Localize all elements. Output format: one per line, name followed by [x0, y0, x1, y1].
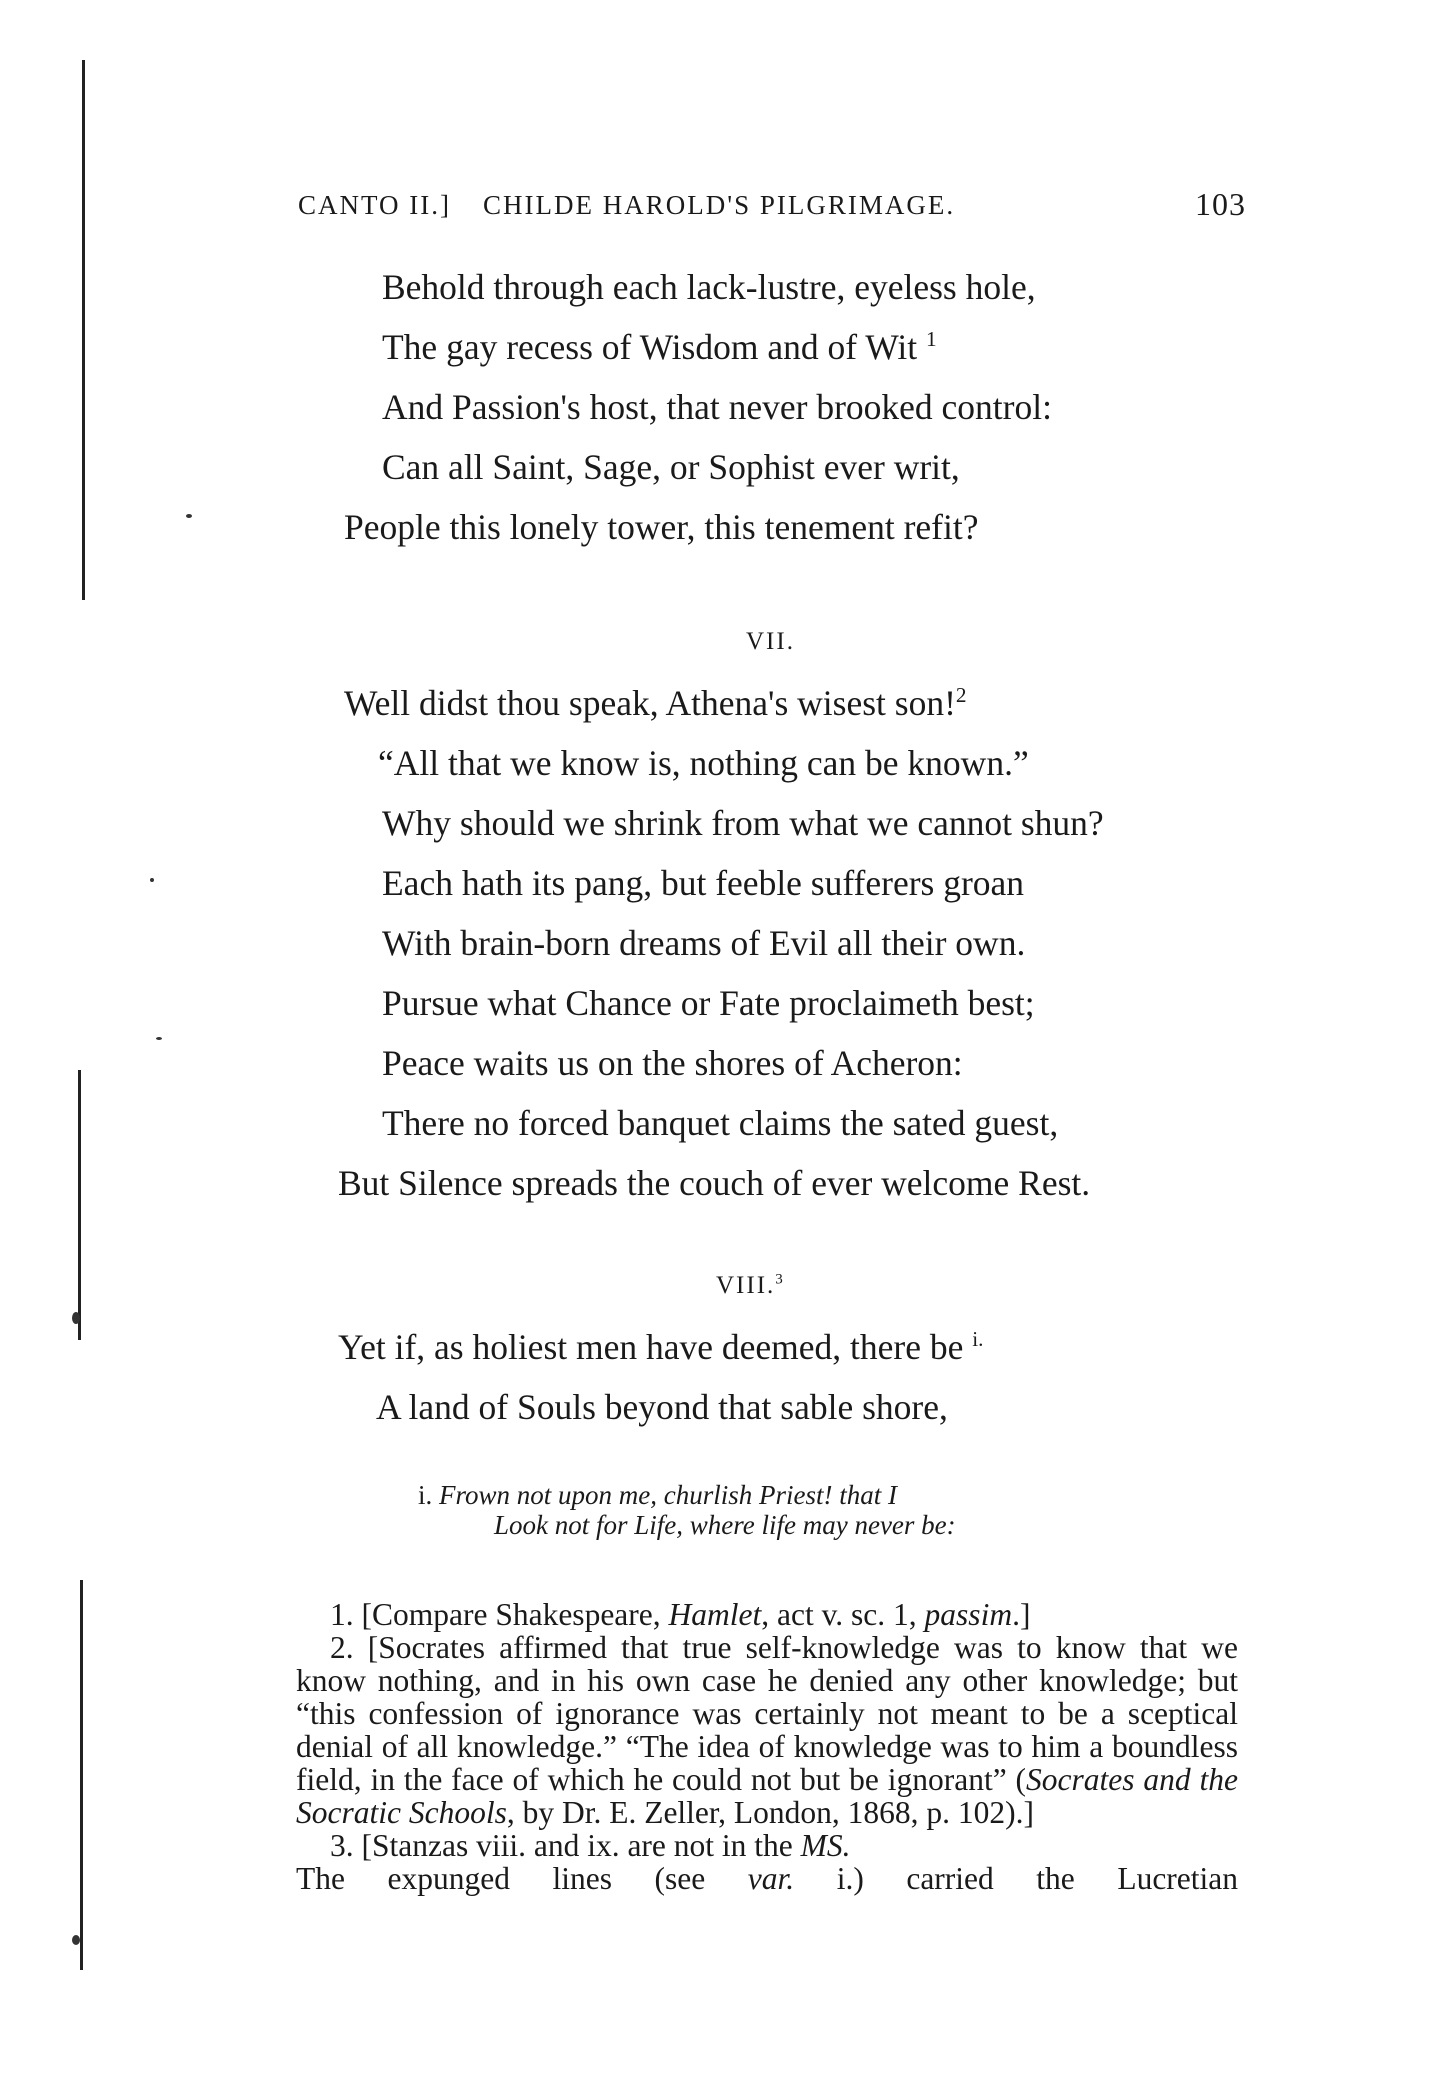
footnote-italic: var.	[747, 1861, 795, 1896]
verse-line: Why should we shrink from what we cannot shun?	[382, 803, 1104, 843]
footnote-text: .]	[1012, 1597, 1031, 1632]
verse-line	[338, 1327, 984, 1367]
footnote-ref: 1	[925, 327, 937, 352]
verse-line: People this lonely tower, this tenement refit?	[344, 507, 979, 547]
footnote-ref: 2	[955, 683, 967, 708]
verse-line: “All that we know is, nothing can be known.”	[378, 743, 1029, 783]
footnote-italic: passim	[924, 1597, 1013, 1632]
footnote-number: 1.	[330, 1597, 354, 1632]
running-header	[298, 186, 1246, 230]
footnote-3-continued	[296, 1862, 1238, 1895]
scan-speck	[186, 514, 192, 518]
footnote-text: , act v. sc. 1,	[761, 1597, 925, 1632]
scan-speck	[72, 1935, 80, 1945]
verse-line	[344, 683, 967, 723]
variant-line: Look not for Life, where life may never be:	[494, 1510, 956, 1540]
stanza-number	[716, 1272, 785, 1300]
verse-text: The gay recess of Wisdom and of Wit	[382, 327, 918, 367]
footnote-1	[296, 1598, 1238, 1631]
footnote-ref: 3	[775, 1271, 785, 1288]
verse-text: Well didst thou speak, Athena's wisest son!	[344, 683, 956, 723]
footnote-text: The expunged lines (see	[296, 1861, 748, 1896]
variant-ref: i.	[972, 1327, 984, 1352]
variant-line	[418, 1482, 897, 1509]
running-title: CHILDE HAROLD'S PILGRIMAGE.	[483, 190, 956, 220]
verse-line: Peace waits us on the shores of Acheron:	[382, 1043, 963, 1083]
footnote-text: , by Dr. E. Zeller, London, 1868, p. 102).]	[506, 1795, 1034, 1830]
scan-speck	[150, 878, 154, 882]
footnote-italic: Socrates and the Socratic Schools	[296, 1762, 1238, 1830]
binding-edge	[80, 1580, 83, 1970]
verse-line: Each hath its pang, but feeble sufferers groan	[382, 863, 1025, 903]
verse-line: There no forced banquet claims the sated guest,	[382, 1103, 1059, 1143]
footnote-2	[296, 1631, 1238, 1829]
stanza-number: VII.	[746, 628, 795, 655]
page-number: 103	[1195, 186, 1246, 222]
stanza-number-text: VIII.	[716, 1272, 776, 1299]
binding-edge	[82, 60, 85, 600]
binding-edge	[78, 1070, 81, 1340]
verse-line: But Silence spreads the couch of ever welcome Rest.	[338, 1163, 1091, 1203]
footnotes	[296, 1598, 1238, 1895]
footnote-italic: Hamlet	[668, 1597, 762, 1632]
verse-line: And Passion's host, that never brooked control:	[382, 387, 1052, 427]
variant-text: Frown not upon me, churlish Priest! that I	[439, 1480, 897, 1510]
footnote-3	[296, 1829, 1238, 1862]
footnote-number: 3.	[330, 1828, 354, 1863]
footnote-italic: MS.	[800, 1828, 851, 1863]
verse-line: With brain-born dreams of Evil all their own.	[382, 923, 1026, 963]
verse-line: Pursue what Chance or Fate proclaimeth best;	[382, 983, 1035, 1023]
verse-line	[382, 327, 937, 367]
footnote-text: i.) carried the Lucretian	[794, 1861, 1238, 1896]
footnote-text: [Socrates affirmed that true self-knowledge was to know that we know nothing, and in his own case he denied any other knowledge; but “this confession of ignorance was certainly not meant to be a sceptical denial of all knowledge.” “The idea of knowledge was to him a boundless field, in the face of which he could not but be ignorant” (	[296, 1630, 1238, 1797]
footnote-text: [Compare Shakespeare,	[361, 1597, 669, 1632]
variant-label: i.	[418, 1480, 433, 1510]
footnote-number: 2.	[330, 1630, 354, 1665]
scan-speck	[156, 1037, 162, 1040]
scan-speck	[72, 1312, 80, 1324]
footnote-text: [Stanzas viii. and ix. are not in the	[361, 1828, 801, 1863]
verse-text: Yet if, as holiest men have deemed, there be	[338, 1327, 964, 1367]
verse-line: Behold through each lack-lustre, eyeless hole,	[382, 267, 1036, 307]
canto-label: CANTO II.]	[298, 190, 451, 220]
verse-line: A land of Souls beyond that sable shore,	[376, 1387, 948, 1427]
verse-line: Can all Saint, Sage, or Sophist ever writ,	[382, 447, 960, 487]
